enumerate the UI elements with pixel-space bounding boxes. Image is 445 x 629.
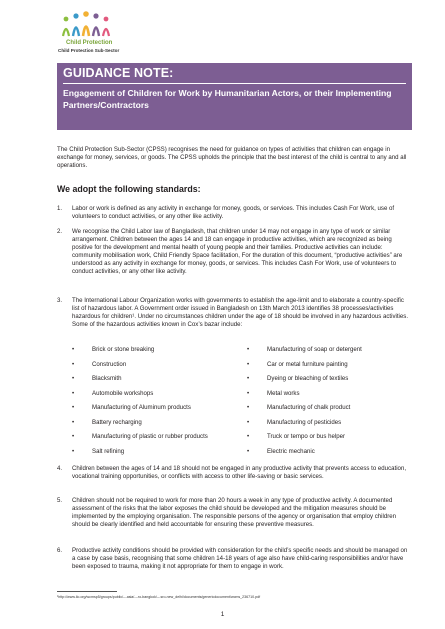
guidance-banner — [57, 63, 412, 130]
list-item — [72, 433, 208, 441]
bullet: • — [72, 360, 75, 368]
list-item — [247, 361, 348, 369]
list-item — [247, 448, 315, 456]
activity-label: Manufacturing of soap or detergent — [267, 346, 362, 353]
standards-heading: We adopt the following standards: — [57, 184, 201, 194]
activity-label: Metal works — [267, 389, 300, 397]
activity-label: Automobile workshops — [92, 389, 154, 397]
list-item — [72, 448, 124, 456]
activity-label: Salt refining — [92, 447, 125, 455]
bullet: • — [72, 375, 75, 382]
standard-text: Children should not be required to work for more than 20 hours a week in any type of productive activity. A documented assessment of the risks that the labor exposes the child should be developed and the mitigation measures should be implemented by the employing organisation. The responsible persons of the agency or organisation that employ children should be clearly identified and held accountable for ensuring these preventive measures. — [72, 497, 397, 529]
standard-text: We recognise the Child Labor law of Bangladesh, that children under 14 may not engage in any type of work or similar arrangement. Children between the ages 14 and 18 can engage in productive activities, which are recognized as being positive for the development and mental health of young people and their families. Productive activities can include: community mobilisation work, Child Friendly Space facilitation, For the duration of this document, “productive activities” are understood as any activity in exchange for money, goods, or services. This includes Cash For Work, use of volunteers to conduct activities, or any other like activity. — [72, 228, 403, 276]
activity-label: Battery recharging — [92, 418, 142, 426]
banner-divider — [63, 83, 406, 84]
activity-label: Electric mechanic — [267, 447, 315, 455]
bullet: • — [72, 447, 75, 455]
intro-paragraph: The Child Protection Sub-Sector (CPSS) recognises the need for guidance on types of activities that children can engage in exchange for money, services, or goods. The CPSS upholds the principle that the best interest of the child is central to any and all operations. — [57, 146, 407, 170]
list-item — [72, 375, 121, 383]
list-item — [72, 419, 142, 427]
list-item — [72, 361, 126, 369]
activity-label: Car or metal furniture painting — [267, 360, 348, 368]
bullet: • — [247, 375, 250, 382]
list-item — [247, 419, 341, 427]
bullet: • — [247, 433, 250, 440]
standard-number: 1. — [57, 205, 63, 212]
activity-label: Manufacturing of chalk product — [267, 404, 351, 411]
bullet: • — [72, 418, 75, 426]
footnote-divider — [57, 591, 117, 592]
footnote-link[interactable]: ¹http://www.ilo.org/wcmsp5/groups/public/---asia/---ro-bangkok/---sro-new_delhi/documents/genericdocument/wcms_236710.pdf — [57, 595, 261, 599]
standard-number: 5. — [57, 497, 63, 504]
activity-label: Dyeing or bleaching of textiles — [267, 375, 349, 382]
bullet: • — [247, 418, 250, 426]
standard-text: Children between the ages of 14 and 18 should not be engaged in any productive activity that prevents access to education, vocational training opportunities, or conflicts with access to other life-saving or basic services. — [72, 465, 407, 481]
list-item — [72, 404, 191, 412]
standard-number: 3. — [57, 297, 63, 304]
standard-text: Labor or work is defined as any activity in exchange for money, goods, or services. This includes Cash For Work, use of volunteers to conduct activities, or any other like activity. — [72, 205, 395, 221]
activity-label: Blacksmith — [92, 375, 122, 382]
standard-number: 6. — [57, 547, 63, 554]
logo-name: Child Protection — [66, 40, 113, 46]
bullet: • — [247, 346, 250, 353]
activity-label: Manufacturing of Aluminum products — [92, 404, 191, 411]
list-item — [247, 404, 350, 412]
bullet: • — [72, 389, 75, 397]
bullet: • — [247, 447, 250, 455]
bullet: • — [247, 389, 250, 397]
activity-label: Manufacturing of plastic or rubber products — [92, 433, 208, 440]
list-item — [247, 390, 300, 398]
list-item — [247, 433, 345, 441]
bullet: • — [72, 346, 75, 353]
bullet: • — [72, 433, 75, 440]
standard-text: The International Labour Organization works with governments to establish the age-limit and to elaborate a country-specific list of hazardous labor. A Government order issued in Bangladesh on 13th March 2013 identifies 38 processes/activities hazardous for children¹. Under no circumstances children under the age of 18 should be involved in any hazardous activities. Some of the hazardous activities known in Cox’s bazar include: — [72, 297, 409, 329]
activity-label: Truck or tempo or bus helper — [267, 433, 346, 440]
banner-subtitle: Engagement of Children for Work by Humanitarian Actors, or their Implementing Partners/Contractors — [63, 88, 392, 110]
activity-label: Construction — [92, 360, 127, 368]
activity-label: Manufacturing of pesticides — [267, 418, 342, 426]
logo — [58, 10, 148, 58]
standard-number: 2. — [57, 228, 63, 235]
hazardous-activities-list — [72, 346, 412, 456]
page-number: 1 — [220, 611, 225, 618]
activity-label: Brick or stone breaking — [92, 346, 155, 353]
banner-title: GUIDANCE NOTE: — [63, 66, 174, 80]
bullet: • — [247, 404, 250, 411]
bullet: • — [72, 404, 75, 411]
child-protection-figures-icon — [60, 10, 120, 38]
list-item — [72, 346, 154, 354]
list-item — [247, 346, 362, 354]
list-item — [247, 375, 348, 383]
standard-number: 4. — [57, 465, 63, 472]
bullet: • — [247, 360, 250, 368]
standard-text: Productive activity conditions should be provided with consideration for the child’s specific needs and should be managed on a case by case basis, recognising that some children 14-18 years of age also have child-caring responsibilities and/or have been exposed to trauma, making it not appropriate for them to engage in work. — [72, 547, 408, 571]
list-item — [72, 390, 153, 398]
logo-subtitle: Child Protection Sub-Sector — [58, 48, 120, 53]
